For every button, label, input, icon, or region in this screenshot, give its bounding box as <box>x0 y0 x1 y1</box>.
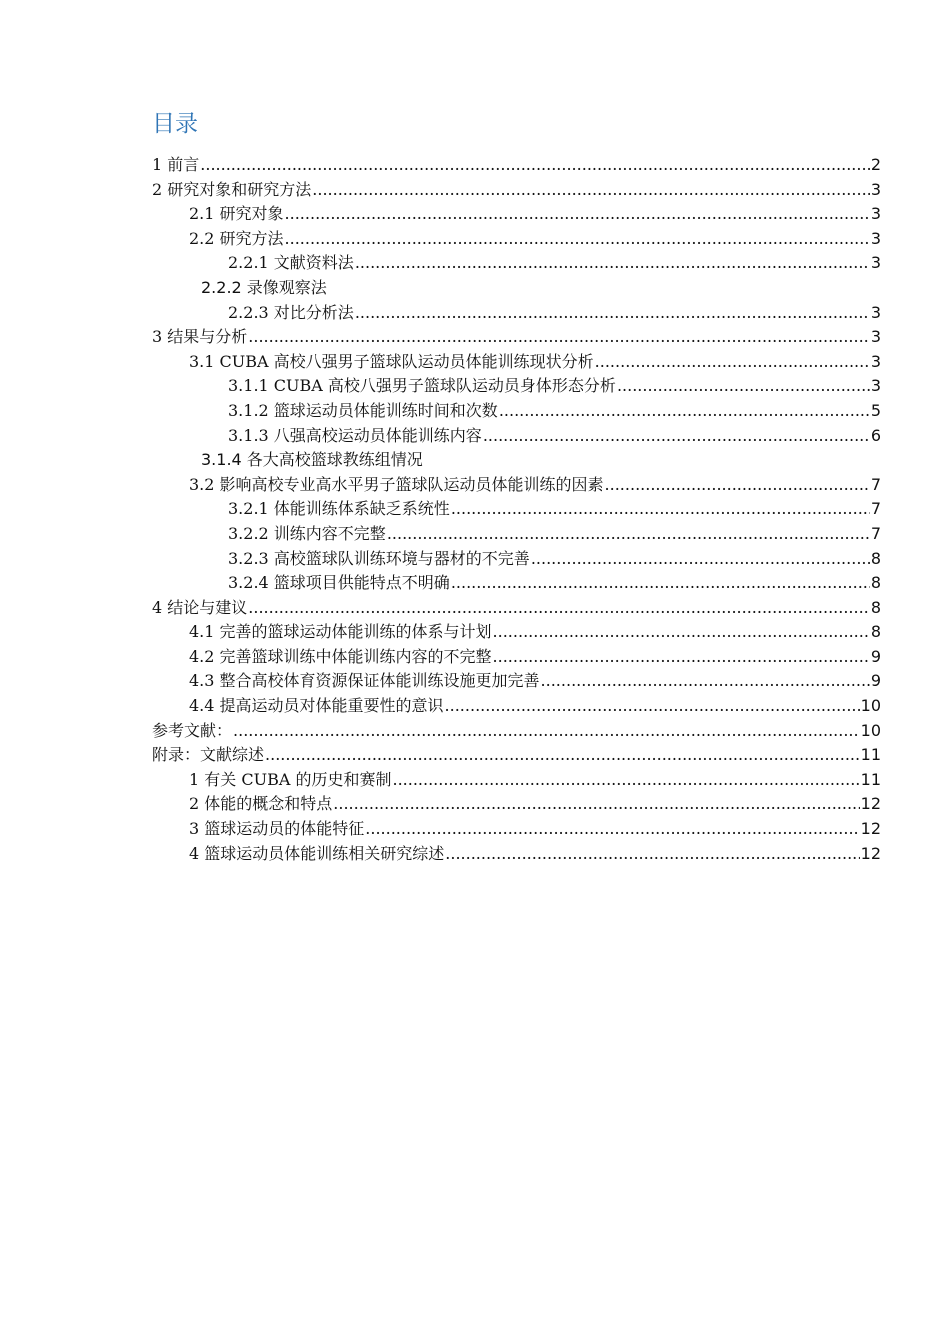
dot-leader <box>333 792 859 817</box>
dot-leader <box>392 768 859 793</box>
toc-entry-text: 1 前言 <box>152 155 200 174</box>
toc-page-number: 7 <box>870 523 881 543</box>
toc-entry[interactable] <box>152 251 881 276</box>
toc-entry-text: 3.1.3 八强高校运动员体能训练内容 <box>228 425 482 445</box>
dot-leader <box>605 473 870 498</box>
dot-leader <box>248 596 870 621</box>
toc-entry[interactable] <box>152 669 881 694</box>
toc-entry-text: 2 体能的概念和特点 <box>189 794 333 814</box>
toc-entry-text: 4.4 提高运动员对体能重要性的意识 <box>189 696 444 716</box>
toc-entry-text: 2.2.3 对比分析法 <box>228 302 354 322</box>
toc-page-number: 6 <box>870 425 881 445</box>
table-of-contents <box>152 153 881 866</box>
toc-entry[interactable] <box>152 596 881 621</box>
toc-entry[interactable] <box>152 743 881 768</box>
toc-page-number: 10 <box>860 720 881 740</box>
toc-entry[interactable] <box>152 497 881 522</box>
toc-entry[interactable] <box>152 694 881 719</box>
dot-leader <box>355 301 870 326</box>
toc-entry[interactable] <box>152 325 881 350</box>
dot-leader <box>499 399 870 424</box>
toc-entry[interactable] <box>152 424 881 449</box>
toc-entry[interactable] <box>152 202 881 227</box>
toc-entry-text: 2 研究对象和研究方法 <box>152 179 312 199</box>
toc-page-number: 3 <box>870 204 881 224</box>
toc-entry-text: 3.2 影响高校专业高水平男子篮球队运动员体能训练的因素 <box>189 474 604 494</box>
dot-leader <box>617 374 870 399</box>
toc-page-number: 7 <box>870 474 881 494</box>
dot-leader <box>445 842 859 867</box>
toc-entry-text: 3.1.2 篮球运动员体能训练时间和次数 <box>228 400 498 420</box>
toc-entry-text: 3 篮球运动员的体能特征 <box>189 819 365 839</box>
dot-leader <box>531 547 870 572</box>
toc-page-number: 10 <box>860 696 881 716</box>
toc-entry-text: 4.3 整合高校体育资源保证体能训练设施更加完善 <box>189 671 540 691</box>
toc-entry-text: 3.1.4 各大高校篮球教练组情况 <box>201 450 423 470</box>
dot-leader <box>483 424 870 449</box>
toc-page-number: 3 <box>870 179 881 199</box>
toc-entry[interactable] <box>152 719 881 744</box>
toc-entry-text: 3.2.2 训练内容不完整 <box>228 523 386 543</box>
toc-entry[interactable] <box>152 374 881 399</box>
toc-entry[interactable] <box>152 645 881 670</box>
toc-entry[interactable] <box>152 473 881 498</box>
toc-entry[interactable] <box>152 350 881 375</box>
dot-leader <box>200 153 870 178</box>
toc-entry-text: 2.2.2 录像观察法 <box>201 277 327 297</box>
toc-page-number: 9 <box>870 671 881 691</box>
toc-entry-text: 4 结论与建议 <box>152 597 248 617</box>
dot-leader <box>248 325 870 350</box>
toc-page-number: 3 <box>870 351 881 371</box>
toc-entry-text: 3.2.4 篮球项目供能特点不明确 <box>228 573 450 593</box>
toc-entry-text: 4.2 完善篮球训练中体能训练内容的不完整 <box>189 646 492 666</box>
dot-leader <box>387 522 870 547</box>
toc-entry-text: 3.2.1 体能训练体系缺乏系统性 <box>228 499 450 519</box>
dot-leader <box>312 178 870 203</box>
toc-page-number: 3 <box>870 302 881 322</box>
toc-page-number: 2 <box>870 155 881 174</box>
toc-entry-text: 4 篮球运动员体能训练相关研究综述 <box>189 843 445 863</box>
toc-entry-text: 3.1 CUBA 高校八强男子篮球队运动员体能训练现状分析 <box>189 351 594 371</box>
toc-entry[interactable] <box>152 842 881 867</box>
toc-entry[interactable] <box>152 571 881 596</box>
toc-entry[interactable] <box>152 178 881 203</box>
toc-entry[interactable] <box>152 227 881 252</box>
toc-entry[interactable] <box>152 153 881 178</box>
toc-entry-text: 4.1 完善的篮球运动体能训练的体系与计划 <box>189 622 492 642</box>
toc-entry[interactable] <box>152 547 881 572</box>
toc-entry-text: 1 有关 CUBA 的历史和赛制 <box>189 769 392 789</box>
dot-leader <box>355 251 870 276</box>
toc-title: 目录 <box>152 111 198 137</box>
toc-page-number: 9 <box>870 646 881 666</box>
toc-entry-text: 附录：文献综述 <box>152 745 265 765</box>
toc-entry-text: 2.2 研究方法 <box>189 228 284 248</box>
toc-page-number: 11 <box>860 769 881 789</box>
dot-leader <box>365 817 859 842</box>
toc-page-number: 3 <box>870 253 881 273</box>
toc-page-number: 8 <box>870 573 881 593</box>
toc-entry[interactable] <box>152 817 881 842</box>
toc-entry-text: 参考文献： <box>152 720 233 740</box>
dot-leader <box>265 743 860 768</box>
toc-entry[interactable] <box>152 768 881 793</box>
toc-entry[interactable] <box>152 448 881 473</box>
toc-entry-text: 2.2.1 文献资料法 <box>228 253 354 273</box>
toc-entry-text: 2.1 研究对象 <box>189 204 284 224</box>
toc-page-number: 7 <box>870 499 881 519</box>
toc-page-number: 8 <box>870 548 881 568</box>
toc-entry[interactable] <box>152 399 881 424</box>
toc-page-number: 3 <box>870 228 881 248</box>
dot-leader <box>233 719 860 744</box>
toc-page-number: 3 <box>870 376 881 396</box>
dot-leader <box>451 571 870 596</box>
dot-leader <box>285 202 870 227</box>
toc-page-number: 8 <box>870 597 881 617</box>
toc-entry[interactable] <box>152 620 881 645</box>
toc-entry-text: 3.1.1 CUBA 高校八强男子篮球队运动员身体形态分析 <box>228 376 616 396</box>
dot-leader <box>445 694 860 719</box>
toc-entry[interactable] <box>152 792 881 817</box>
dot-leader <box>541 669 870 694</box>
toc-entry-text: 3 结果与分析 <box>152 327 248 347</box>
toc-page-number: 12 <box>860 794 881 814</box>
toc-page-number: 11 <box>860 745 881 765</box>
dot-leader <box>451 497 870 522</box>
toc-entry-text: 3.2.3 高校篮球队训练环境与器材的不完善 <box>228 548 530 568</box>
toc-page-number: 12 <box>860 843 881 863</box>
dot-leader <box>493 620 870 645</box>
toc-entry[interactable] <box>152 301 881 326</box>
dot-leader <box>285 227 870 252</box>
dot-leader <box>493 645 870 670</box>
toc-page-number: 5 <box>870 400 881 420</box>
toc-entry[interactable] <box>152 276 881 301</box>
toc-entry[interactable] <box>152 522 881 547</box>
toc-page-number: 3 <box>870 327 881 347</box>
toc-page-number: 12 <box>860 819 881 839</box>
dot-leader <box>595 350 870 375</box>
toc-page-number: 8 <box>870 622 881 642</box>
